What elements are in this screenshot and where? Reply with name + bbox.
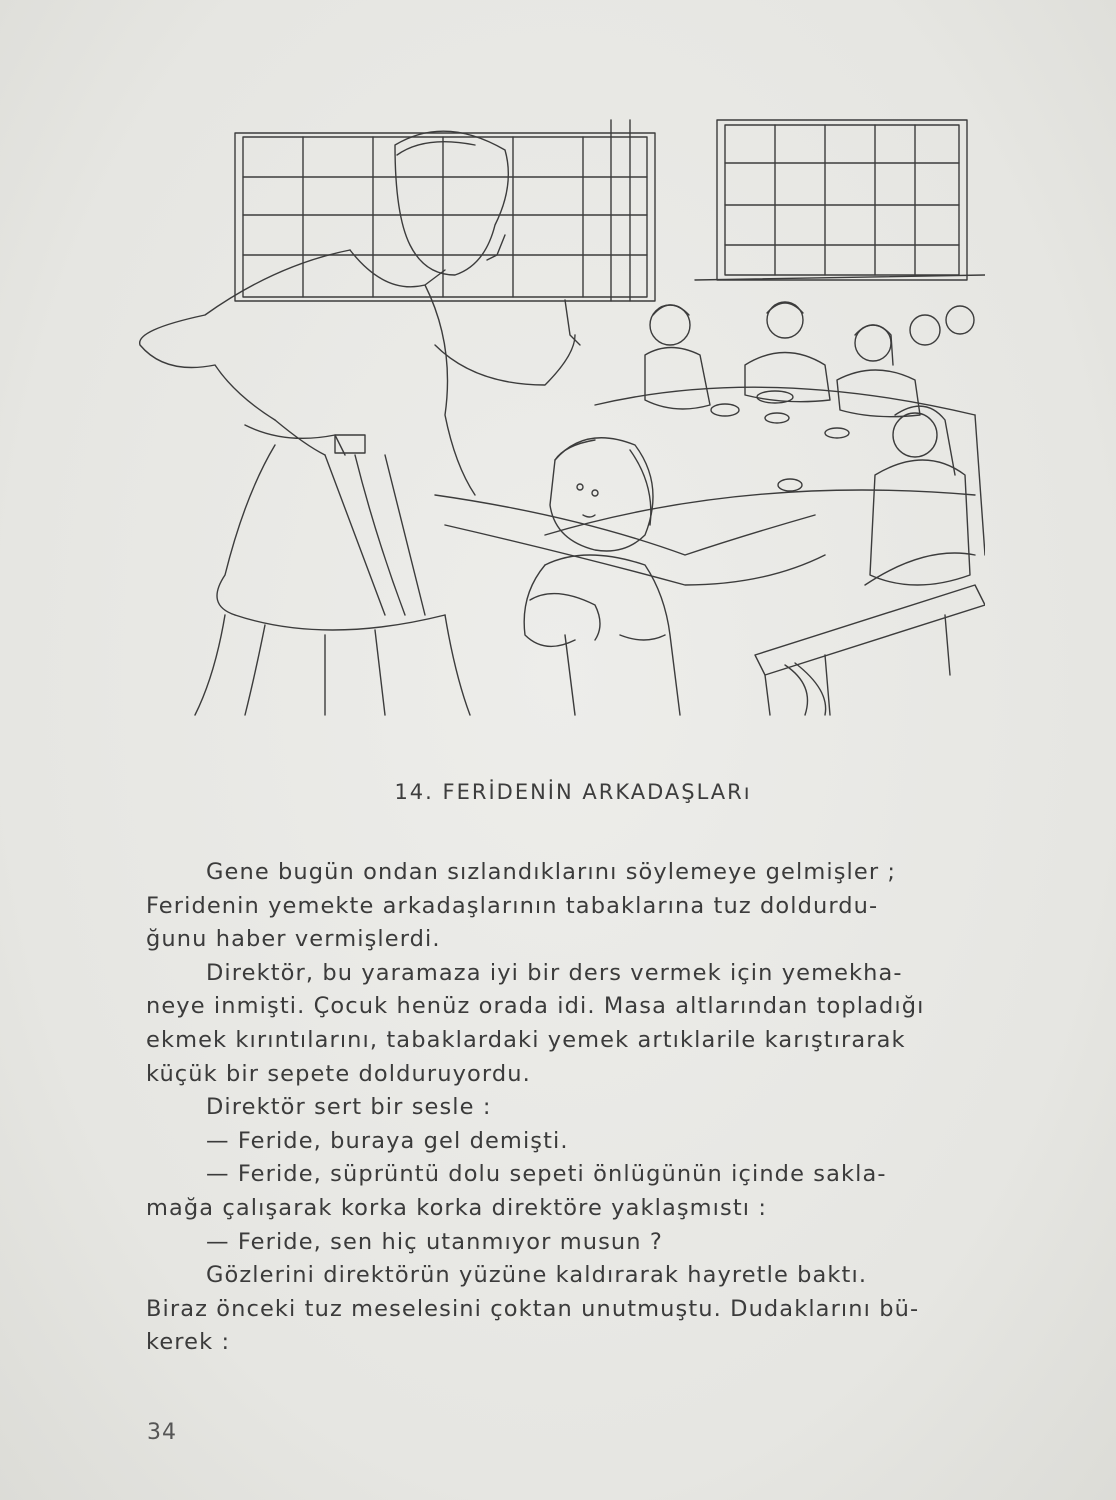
bench-drawing	[755, 585, 985, 715]
story-text	[146, 856, 1006, 1360]
text-line: ğunu haber vermişlerdi.	[146, 926, 441, 953]
paragraph-2	[146, 957, 1006, 1091]
text-line: Feridenin yemekte arkadaşlarının tabaklarına tuz doldurdu-	[146, 892, 879, 919]
page-number: 34	[147, 1420, 177, 1445]
paragraph-7	[146, 1259, 1006, 1360]
paragraph-3	[146, 1091, 1006, 1125]
text-line: ekmek kırıntılarını, tabaklardaki yemek artıklarile karıştırarak	[146, 1026, 906, 1053]
text-line: mağa çalışarak korka korka direktöre yaklaşmıstı :	[146, 1194, 768, 1221]
paragraph-4	[146, 1125, 1006, 1159]
text-line: neye inmişti. Çocuk henüz orada idi. Masa altlarından topladığı	[146, 993, 925, 1020]
text-line: Biraz önceki tuz meselesini çoktan unutmuştu. Dudaklarını bü-	[146, 1295, 920, 1322]
text-line: Gözlerini direktörün yüzüne kaldırarak hayretle baktı.	[206, 1262, 868, 1289]
text-line: — Feride, buraya gel demişti.	[206, 1127, 569, 1154]
canteen-scene-illustration	[125, 115, 985, 730]
director-figure-drawing	[140, 131, 580, 715]
text-line: kerek :	[146, 1329, 231, 1356]
extended-arm-drawing	[435, 495, 825, 585]
paragraph-1	[146, 856, 1006, 957]
text-line: Gene bugün ondan sızlandıklarını söylemeye gelmişler ;	[206, 859, 897, 885]
feride-child-drawing	[524, 438, 680, 715]
seated-children-drawing	[645, 302, 975, 585]
paragraph-5	[146, 1158, 1006, 1225]
text-line: — Feride, sen hiç utanmıyor musun ?	[206, 1228, 663, 1255]
text-line: küçük bir sepete dolduruyordu.	[146, 1060, 531, 1087]
right-window-drawing	[695, 120, 985, 280]
paragraph-6	[146, 1226, 1006, 1260]
text-line: Direktör, bu yaramaza iyi bir ders vermek için yemekha-	[206, 959, 903, 986]
text-line: Direktör sert bir sesle :	[206, 1094, 492, 1121]
chapter-title: 14. FERİDENİN ARKADAŞLARı	[394, 780, 752, 804]
text-line: — Feride, süprüntü dolu sepeti önlügünün içinde sakla-	[206, 1161, 887, 1188]
